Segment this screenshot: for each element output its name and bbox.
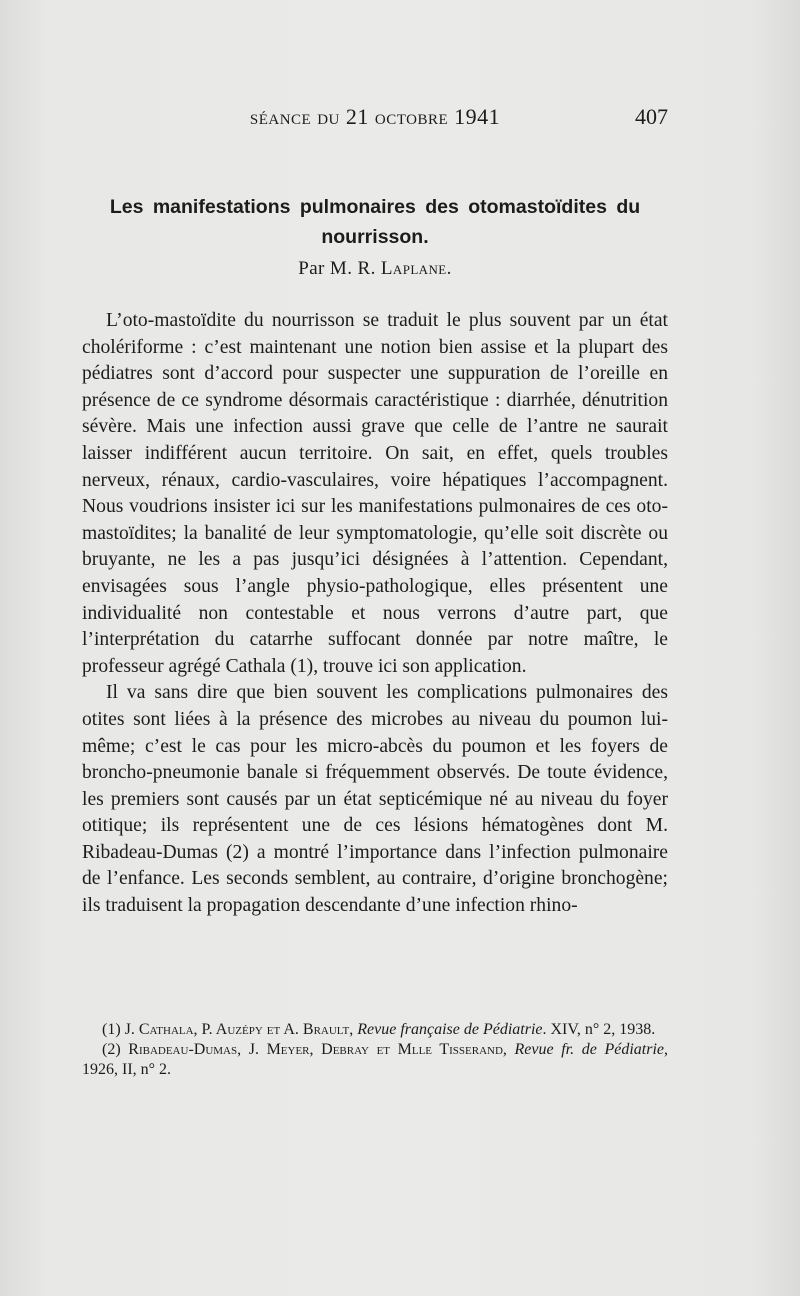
footnote-1-authors: J. Cathala, P. Auzépy et A. Brault, [124, 1021, 358, 1038]
footnote-1-details: . XIV, n° 2, 1938. [542, 1021, 656, 1038]
running-head-title: séance du 21 octobre 1941 [249, 104, 501, 129]
byline-prefix: Par M. R. [298, 258, 381, 279]
paragraph-2: Il va sans dire que bien souvent les complications pulmonaires des otites sont liées à la présence des microbes au niveau du poumon lui-même; c’est le cas pour les micro-abcès du poumon et les foyers de broncho-pneumonie banale si fréquemment observés. De toute évidence, les premiers sont causés par un état septicémique né au niveau du foyer otitique; ils représentent une de ces lésions hématogènes dont M. Ribadeau-Dumas (2) a montré l’importance dans l’infection pulmonaire de l’enfance. Les seconds semblent, au contraire, d’origine bronchogène; ils traduisent la propagation descendante d’une infection rhino- [82, 682, 668, 917]
article-title: Les manifestations pulmonaires des otomastoïdites du nourrisson. [109, 196, 641, 248]
byline-author: Laplane [380, 258, 447, 279]
byline-suffix: . [446, 258, 452, 279]
footnotes [82, 1020, 668, 1080]
footnote-2-number: (2) [102, 1041, 129, 1058]
footnote-1-number: (1) [102, 1021, 125, 1038]
article-body [82, 308, 668, 920]
footnote-2-details: , 1926, II, n° 2. [82, 1041, 668, 1078]
footnote-2-journal: Revue fr. de Pédiatrie [514, 1041, 664, 1058]
footnote-2 [82, 1040, 668, 1080]
footnote-2-authors: Ribadeau-Dumas, J. Meyer, Debray et Mlle Tisserand, [128, 1041, 515, 1058]
footnote-1-journal: Revue française de Pédiatrie [357, 1021, 543, 1038]
byline [82, 258, 668, 280]
footnote-1 [82, 1020, 668, 1040]
page-number: 407 [635, 104, 668, 129]
paragraph-1: L’oto-mastoïdite du nourrisson se traduit le plus souvent par un état cholériforme : c’est maintenant une notion bien assise et la plupart des pédiatres sont d’accord pour suspecter une suppuration de l’oreille en présence de ce syndrome désormais caractéristique : diarrhée, dénutrition sévère. Mais une infection aussi grave que celle de l’antre ne saurait laisser indifférent aucun territoire. On sait, en effet, quels troubles nerveux, rénaux, cardio-vasculaires, voire hépatiques l’accompagnent. Nous voudrions insister ici sur les manifestations pulmonaires de ces oto-mastoïdites; la banalité de leur symptomatologie, qu’elle soit discrète ou bruyante, ne les a pas jusqu’ici désignées à l’attention. Cependant, envisagées sous l’angle physio-pathologique, elles présentent une individualité non contestable et nous verrons d’autre part, que l’interprétation du catarrhe suffocant donnée par notre maître, le professeur agrégé Cathala (1), trouve ici son application. [82, 310, 668, 677]
running-head [82, 104, 668, 134]
